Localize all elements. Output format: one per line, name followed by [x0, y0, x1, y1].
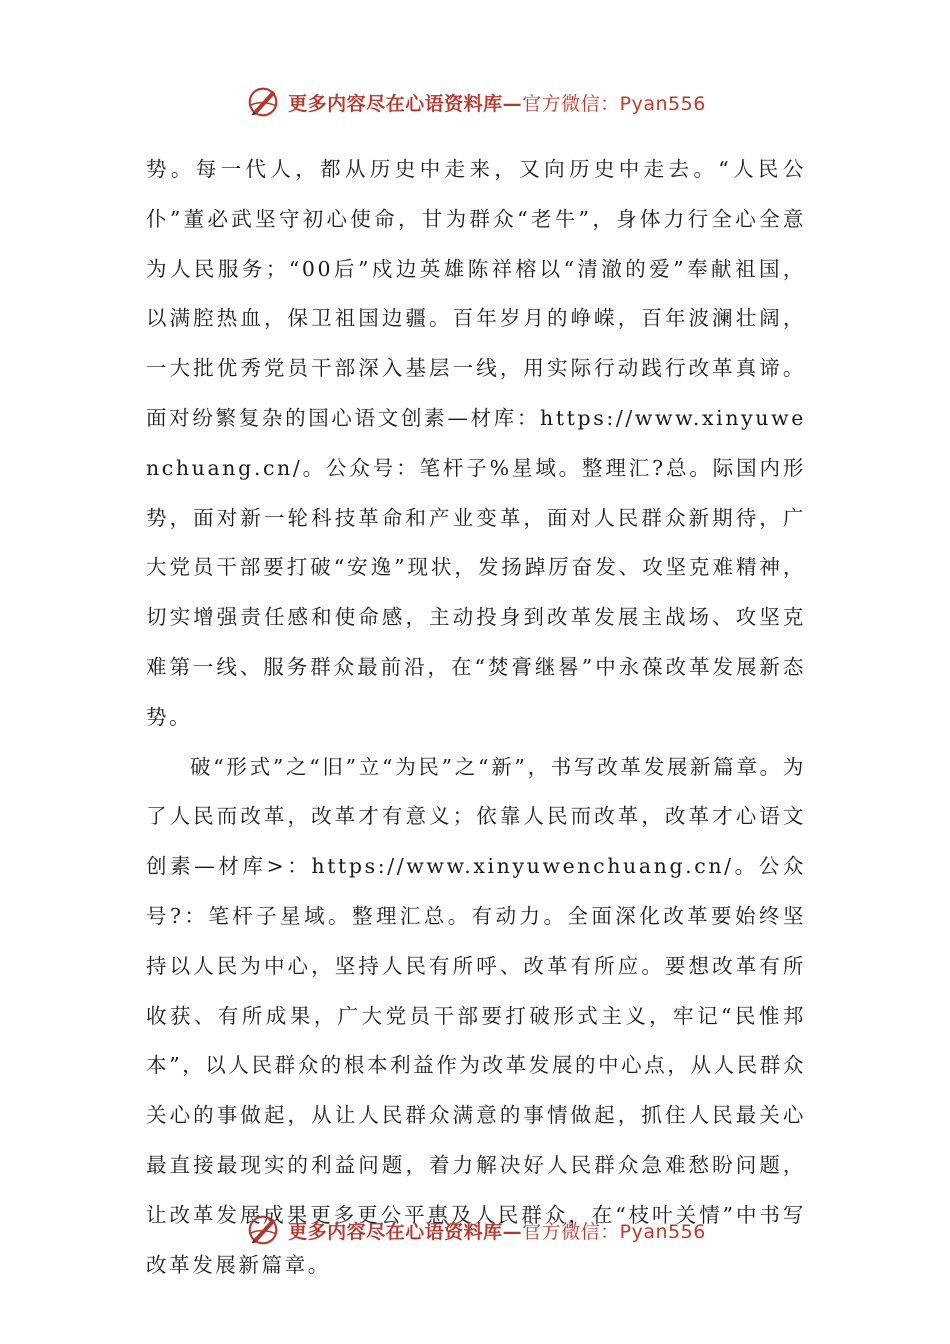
pen-circle-logo-icon	[244, 1211, 282, 1249]
footer-banner	[0, 1208, 950, 1252]
paragraph-1: 势。每一代人，都从历史中走来，又向历史中走去。“人民公仆”董必武坚守初心使命，甘为群众“老牛”，身体力行全心全意为人民服务；“00后”戍边英雄陈祥榕以“清澈的爱”奉献祖国，以满腔热血，保卫祖国边疆。百年岁月的峥嵘，百年波澜壮阔，一大批优秀党员干部深入基层一线，用实际行动践行改革真谛。面对纷繁复杂的国心语文创素—材库：https://www.xinyuwenchuang.cn/。公众号：笔杆子%星域。整理汇?总。际国内形势，面对新一轮科技革命和产业变革，面对人民群众新期待，广大党员干部要打破“安逸”现状，发扬踔厉奋发、攻坚克难精神，切实增强责任感和使命感，主动投身到改革发展主战场、攻坚克难第一线、服务群众最前沿，在“焚膏继晷”中永葆改革发展新态势。	[146, 157, 806, 729]
paragraph-2: 破“形式”之“旧”立“为民”之“新”，书写改革发展新篇章。为了人民而改革，改革才有意义；依靠人民而改革，改革才心语文创素—材库>：https://www.xinyuwenchuang.cn/。公众号?：笔杆子星域。整理汇总。有动力。全面深化改革要始终坚持以人民为中心，坚持人民有所呼、改革有所应。要想改革有所收获、有所成果，广大党员干部要打破形式主义，牢记“民惟邦本”，以人民群众的根本利益作为改革发展的中心点，从人民群众关心的事做起，从让人民群众满意的事情做起，抓住人民最关心最直接最现实的利益问题，着力解决好人民群众急难愁盼问题，让改革发展成果更多更公平惠及人民群众，在“枝叶关情”中书写改革发展新篇章。	[146, 754, 806, 1277]
document-body	[146, 145, 806, 1290]
footer-banner-wechat: 官方微信：Pyan556	[522, 1220, 706, 1243]
header-banner-wechat: 官方微信：Pyan556	[522, 92, 706, 115]
footer-banner-text: 更多内容尽在心语资料库—	[288, 1220, 523, 1243]
header-banner-text: 更多内容尽在心语资料库—	[288, 92, 523, 115]
pen-circle-logo-icon	[244, 83, 282, 121]
header-banner	[0, 80, 950, 124]
